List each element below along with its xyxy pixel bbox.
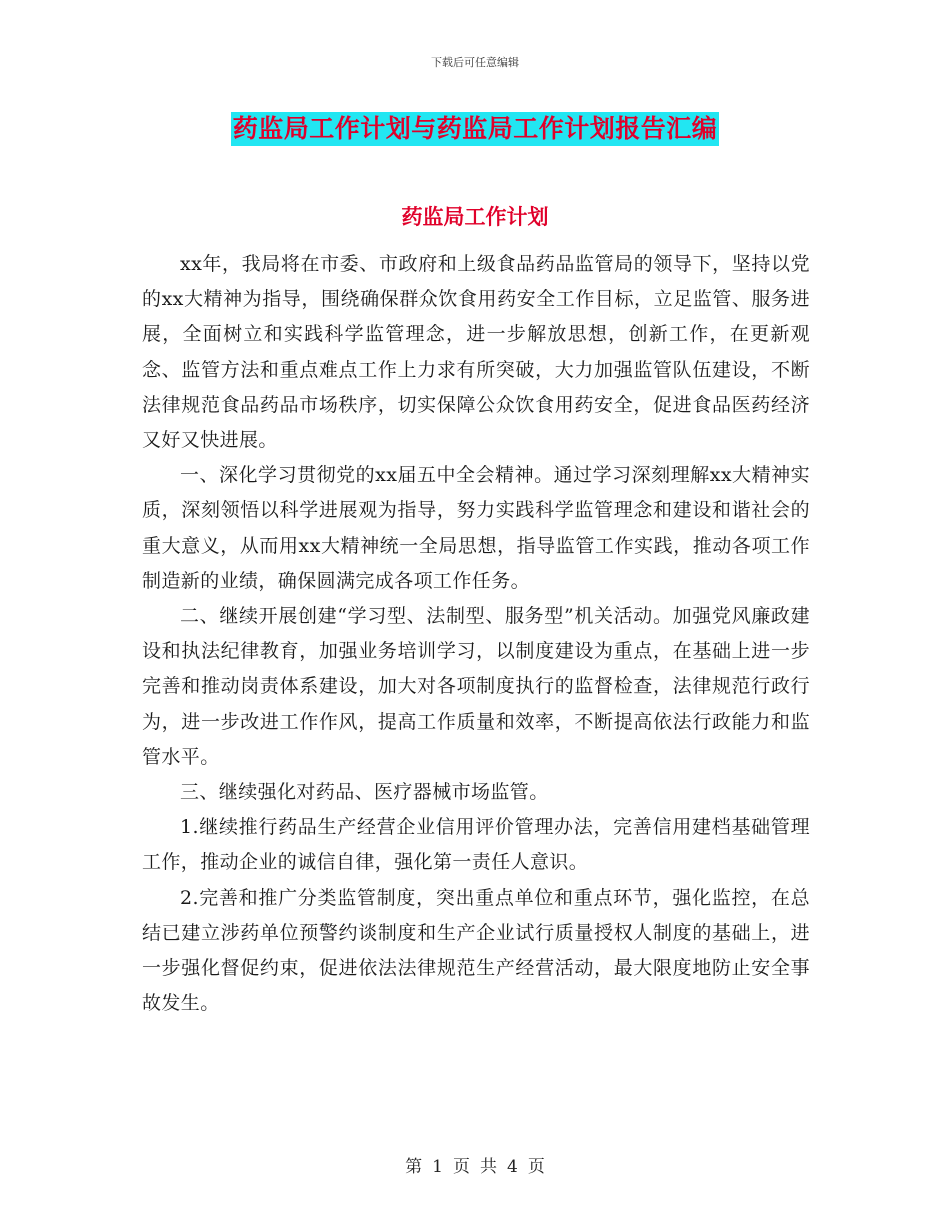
header-note: 下载后可任意编辑 xyxy=(431,56,519,69)
document-body xyxy=(142,247,810,1021)
paragraph-intro: xx年，我局将在市委、市政府和上级食品药品监管局的领导下，坚持以党的xx大精神为指导，围绕确保群众饮食用药安全工作目标，立足监管、服务进展，全面树立和实践科学监管理念，进一步解放思想，创新工作，在更新观念、监管方法和重点难点工作上力求有所突破，大力加强监管队伍建设，不断法律规范食品药品市场秩序，切实保障公众饮食用药安全，促进食品医药经济又好又快进展。 xyxy=(142,253,810,452)
page-footer xyxy=(0,1152,950,1177)
paragraph-subitem-2: 2.完善和推广分类监管制度，突出重点单位和重点环节，强化监控，在总结已建立涉药单位预警约谈制度和生产企业试行质量授权人制度的基础上，进一步强化督促约束，促进依法法律规范生产经营活动，最大限度地防止安全事故发生。 xyxy=(142,886,810,1015)
paragraph-item-3: 三、继续强化对药品、医疗器械市场监管。 xyxy=(180,781,549,804)
paragraph-item-2: 二、继续开展创建“学习型、法制型、服务型”机关活动。加强党风廉政建设和执法纪律教育，加强业务培训学习，以制度建设为重点，在基础上进一步完善和推动岗责体系建设，加大对各项制度执行的监督检查，法律规范行政行为，进一步改进工作作风，提高工作质量和效率，不断提高依法行政能力和监管水平。 xyxy=(142,605,810,768)
document-title: 药监局工作计划与药监局工作计划报告汇编 xyxy=(231,112,720,146)
paragraph-item-1: 一、深化学习贯彻党的xx届五中全会精神。通过学习深刻理解xx大精神实质，深刻领悟以科学进展观为指导，努力实践科学监管理念和建设和谐社会的重大意义，从而用xx大精神统一全局思想，指导监管工作实践，推动各项工作制造新的业绩，确保圆满完成各项工作任务。 xyxy=(142,464,810,592)
footer-total-pages: 4 xyxy=(507,1157,518,1177)
footer-suffix: 页 xyxy=(527,1157,545,1177)
footer-current-page: 1 xyxy=(432,1157,443,1177)
paragraph-subitem-1: 1.继续推行药品生产经营企业信用评价管理办法，完善信用建档基础管理工作，推动企业的诚信自律，强化第一责任人意识。 xyxy=(142,816,810,874)
section-title: 药监局工作计划 xyxy=(401,204,549,229)
footer-prefix: 第 xyxy=(405,1157,423,1177)
footer-total-label: 共 xyxy=(480,1157,497,1177)
document-title-container xyxy=(0,112,950,146)
footer-mid: 页 xyxy=(453,1157,470,1177)
